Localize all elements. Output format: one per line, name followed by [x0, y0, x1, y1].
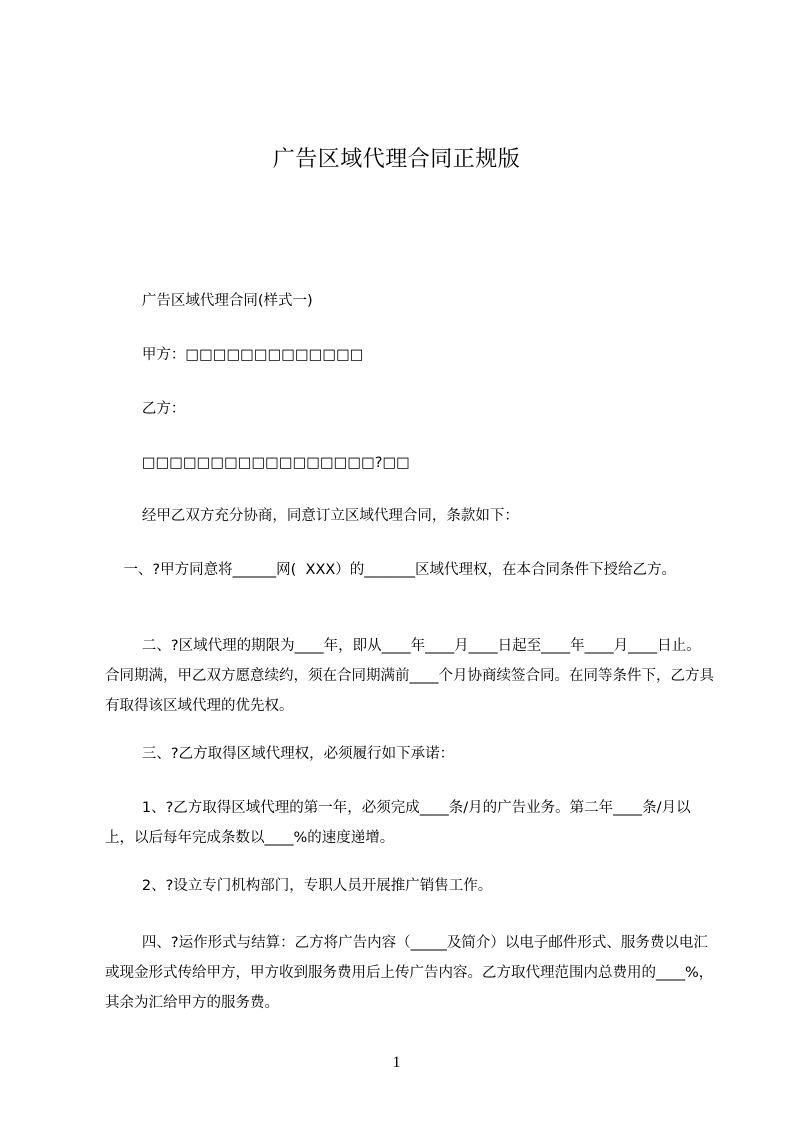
paragraph-party-b: 乙方：	[105, 401, 186, 417]
paragraph-clause-2: 二、?区域代理的期限为____年，即从____年____月____日起至____年____月____日止。合同期满，甲乙双方愿意续约，须在合同期满前____个月协商续签合同。在同等条件下，乙方具有取得该区域代理的优先权。	[105, 638, 714, 714]
paragraph-clause-1: 一、?甲方同意将______网( XXX）的_______区域代理权，在本合同条件下授给乙方。	[105, 562, 677, 578]
paragraph-clause-3-1: 1、?乙方取得区域代理的第一年，必须完成____条/月的广告业务。第二年____条/月以上，以后每年完成条数以____%的速度递增。	[105, 800, 691, 846]
paragraph-clause-3-2: 2、?设立专门机构部门，专职人员开展推广销售工作。	[105, 878, 493, 894]
paragraph-garbled-text: □□□□□□□□□□□□□□□□□?□□	[105, 455, 410, 471]
paragraph-party-a: 甲方：□□□□□□□□□□□□□	[105, 347, 364, 363]
paragraph-contract-style: 广告区域代理合同(样式一)	[105, 293, 313, 309]
document-title: 广告区域代理合同正规版	[272, 147, 521, 172]
paragraph-intro: 经甲乙双方充分协商，同意订立区域代理合同，条款如下：	[105, 508, 519, 524]
paragraph-clause-3: 三、?乙方取得区域代理权，必须履行如下承诺：	[105, 746, 455, 762]
paragraph-clause-4: 四、?运作形式与结算：乙方将广告内容（_____及简介）以电子邮件形式、服务费以电汇或现金形式传给甲方，甲方收到服务费用后上传广告内容。乙方取代理范围内总费用的____%，其余为汇给甲方的服务费。	[105, 935, 714, 1011]
page-number: 1	[392, 1054, 401, 1071]
